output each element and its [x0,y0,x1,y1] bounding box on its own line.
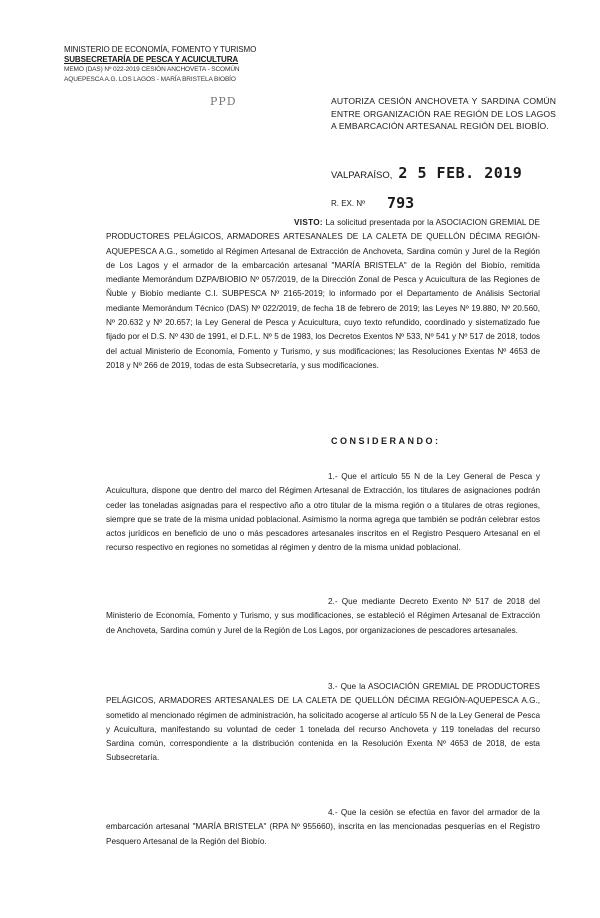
considerando-paragraph-3: 3.- Que la ASOCIACIÓN GREMIAL DE PRODUCTORES PELÁGICOS, ARMADORES ARTESANALES DE LA CALETA DE QUELLÓN DÉCIMA REGIÓN-AQUEPESCA A.G., sometido al mencionado régimen de administración, ha solicitado acogerse al artículo 55 N de la Ley General de Pesca y Acuicultura, manifestando su voluntad de ceder 1 tonelada del recurso Anchoveta y 119 toneladas del recurso Sardina común, correspondiente a la distribución contenida en la Resolución Exenta Nº 4653 de 2018, de esta Subsecretaría. [106,682,540,763]
date-value: 2 5 FEB. 2019 [398,164,523,182]
visto-label: VISTO: [294,218,323,227]
considerando-heading: CONSIDERANDO: [331,436,441,446]
considerando-paragraph-4: 4.- Que la cesión se efectúa en favor del armador de la embarcación artesanal "MARÍA BRISTELA" (RPA Nº 955660), inscrita en las mencionadas pesquerías en el Registro Pesquero Artesanal de la Región del Biobío. [106,808,540,846]
rex-number: 793 [387,194,415,212]
resolution-title: AUTORIZA CESIÓN ANCHOVETA Y SARDINA COMÚN ENTRE ORGANIZACIÓN RAE REGIÓN DE LOS LAGOS A EMBARCACIÓN ARTESANAL REGIÓN DEL BIOBÍO. [331,96,556,131]
considerando-paragraph-1: 1.- Que el artículo 55 N de la Ley General de Pesca y Acuicultura, dispone que dentro del marco del Régimen Artesanal de Extracción, los titulares de asignaciones podrán ceder las toneladas asignadas para el respectivo año a otro titular de la misma región o a titulares de otras regiones, siempre que se trate de la misma unidad poblacional. Asimismo la norma agrega que también se podrán celebrar estos actos jurídicos en beneficio de uno o más pescadores artesanales inscritos en el Registro Pesquero Artesanal en el recurso respectivo en regiones no sometidas al régimen y dentro de la misma unidad poblacional. [106,472,540,553]
ministry-name: MINISTERIO DE ECONOMÍA, FOMENTO Y TURISMO [64,45,257,54]
visto-text: La solicitud presentada por la ASOCIACION GREMIAL DE PRODUCTORES PELÁGICOS, ARMADORES ARTESANALES DE LA CALETA DE QUELLÓN DÉCIMA REGIÓN-AQUEPESCA A.G., sometido al Régimen Artesanal de Extracción de Anchoveta, Sardina común y Jurel de la Región de Los Lagos y el armador de la embarcación artesanal "MARÍA BRISTELA" de la Región del Biobío, remitida mediante Memorándum DZPA/BIOBIO Nº 057/2019, de la Dirección Zonal de Pesca y Acuicultura de las Regiones de Ñuble y Biobío mediante C.I. SUBPESCA Nº 2165-2019; lo informado por el Departamento de Análisis Sectorial mediante Memorándum Técnico (DAS) Nº 022/2019, de fecha 18 de febrero de 2019; las Leyes Nº 19.880, Nº 20.560, Nº 20.632 y Nº 20.657; la Ley General de Pesca y Acuicultura, cuyo texto refundido, coordinado y sistematizado fue fijado por el D.S. Nº 430 de 1991, el D.F.L. Nº 5 de 1983, los Decretos Exentos Nº 533, Nº 541 y Nº 517 de 2018, todos del actual Ministerio de Economía, Fomento y Turismo, y sus modificaciones; las Resoluciones Exentas Nº 4653 de 2018 y Nº 266 de 2019, todas de esta Subsecretaría, y sus modificaciones. [106,218,540,370]
initials-stamp: PPD [210,95,237,108]
visto-paragraph [106,216,540,373]
considerando-paragraph-2: 2.- Que mediante Decreto Exento Nº 517 de 2018 del Ministerio de Economía, Fomento y Turismo, y sus modificaciones, se estableció el Régimen Artesanal de Extracción de Anchoveta, Sardina común y Jurel de la Región de Los Lagos, por organizaciones de pescadores artesanales. [106,597,540,635]
letterhead [64,45,274,85]
rex-label: R. EX. Nº [331,199,366,208]
resolution-number-line [331,192,414,210]
memo-reference-line-2: AQUEPESCA A.G. LOS LAGOS - MARÍA BRISTELA BIOBÍO [64,76,236,83]
memo-reference-line-1: MEMO (DAS) Nº 022-2019 CESIÓN ANCHOVETA - SCOMÚN [64,66,240,73]
date-city: VALPARAÍSO, [331,170,393,181]
subsecretaria-name: SUBSECRETARÍA DE PESCA Y ACUICULTURA [64,55,239,64]
date-line [331,164,522,182]
